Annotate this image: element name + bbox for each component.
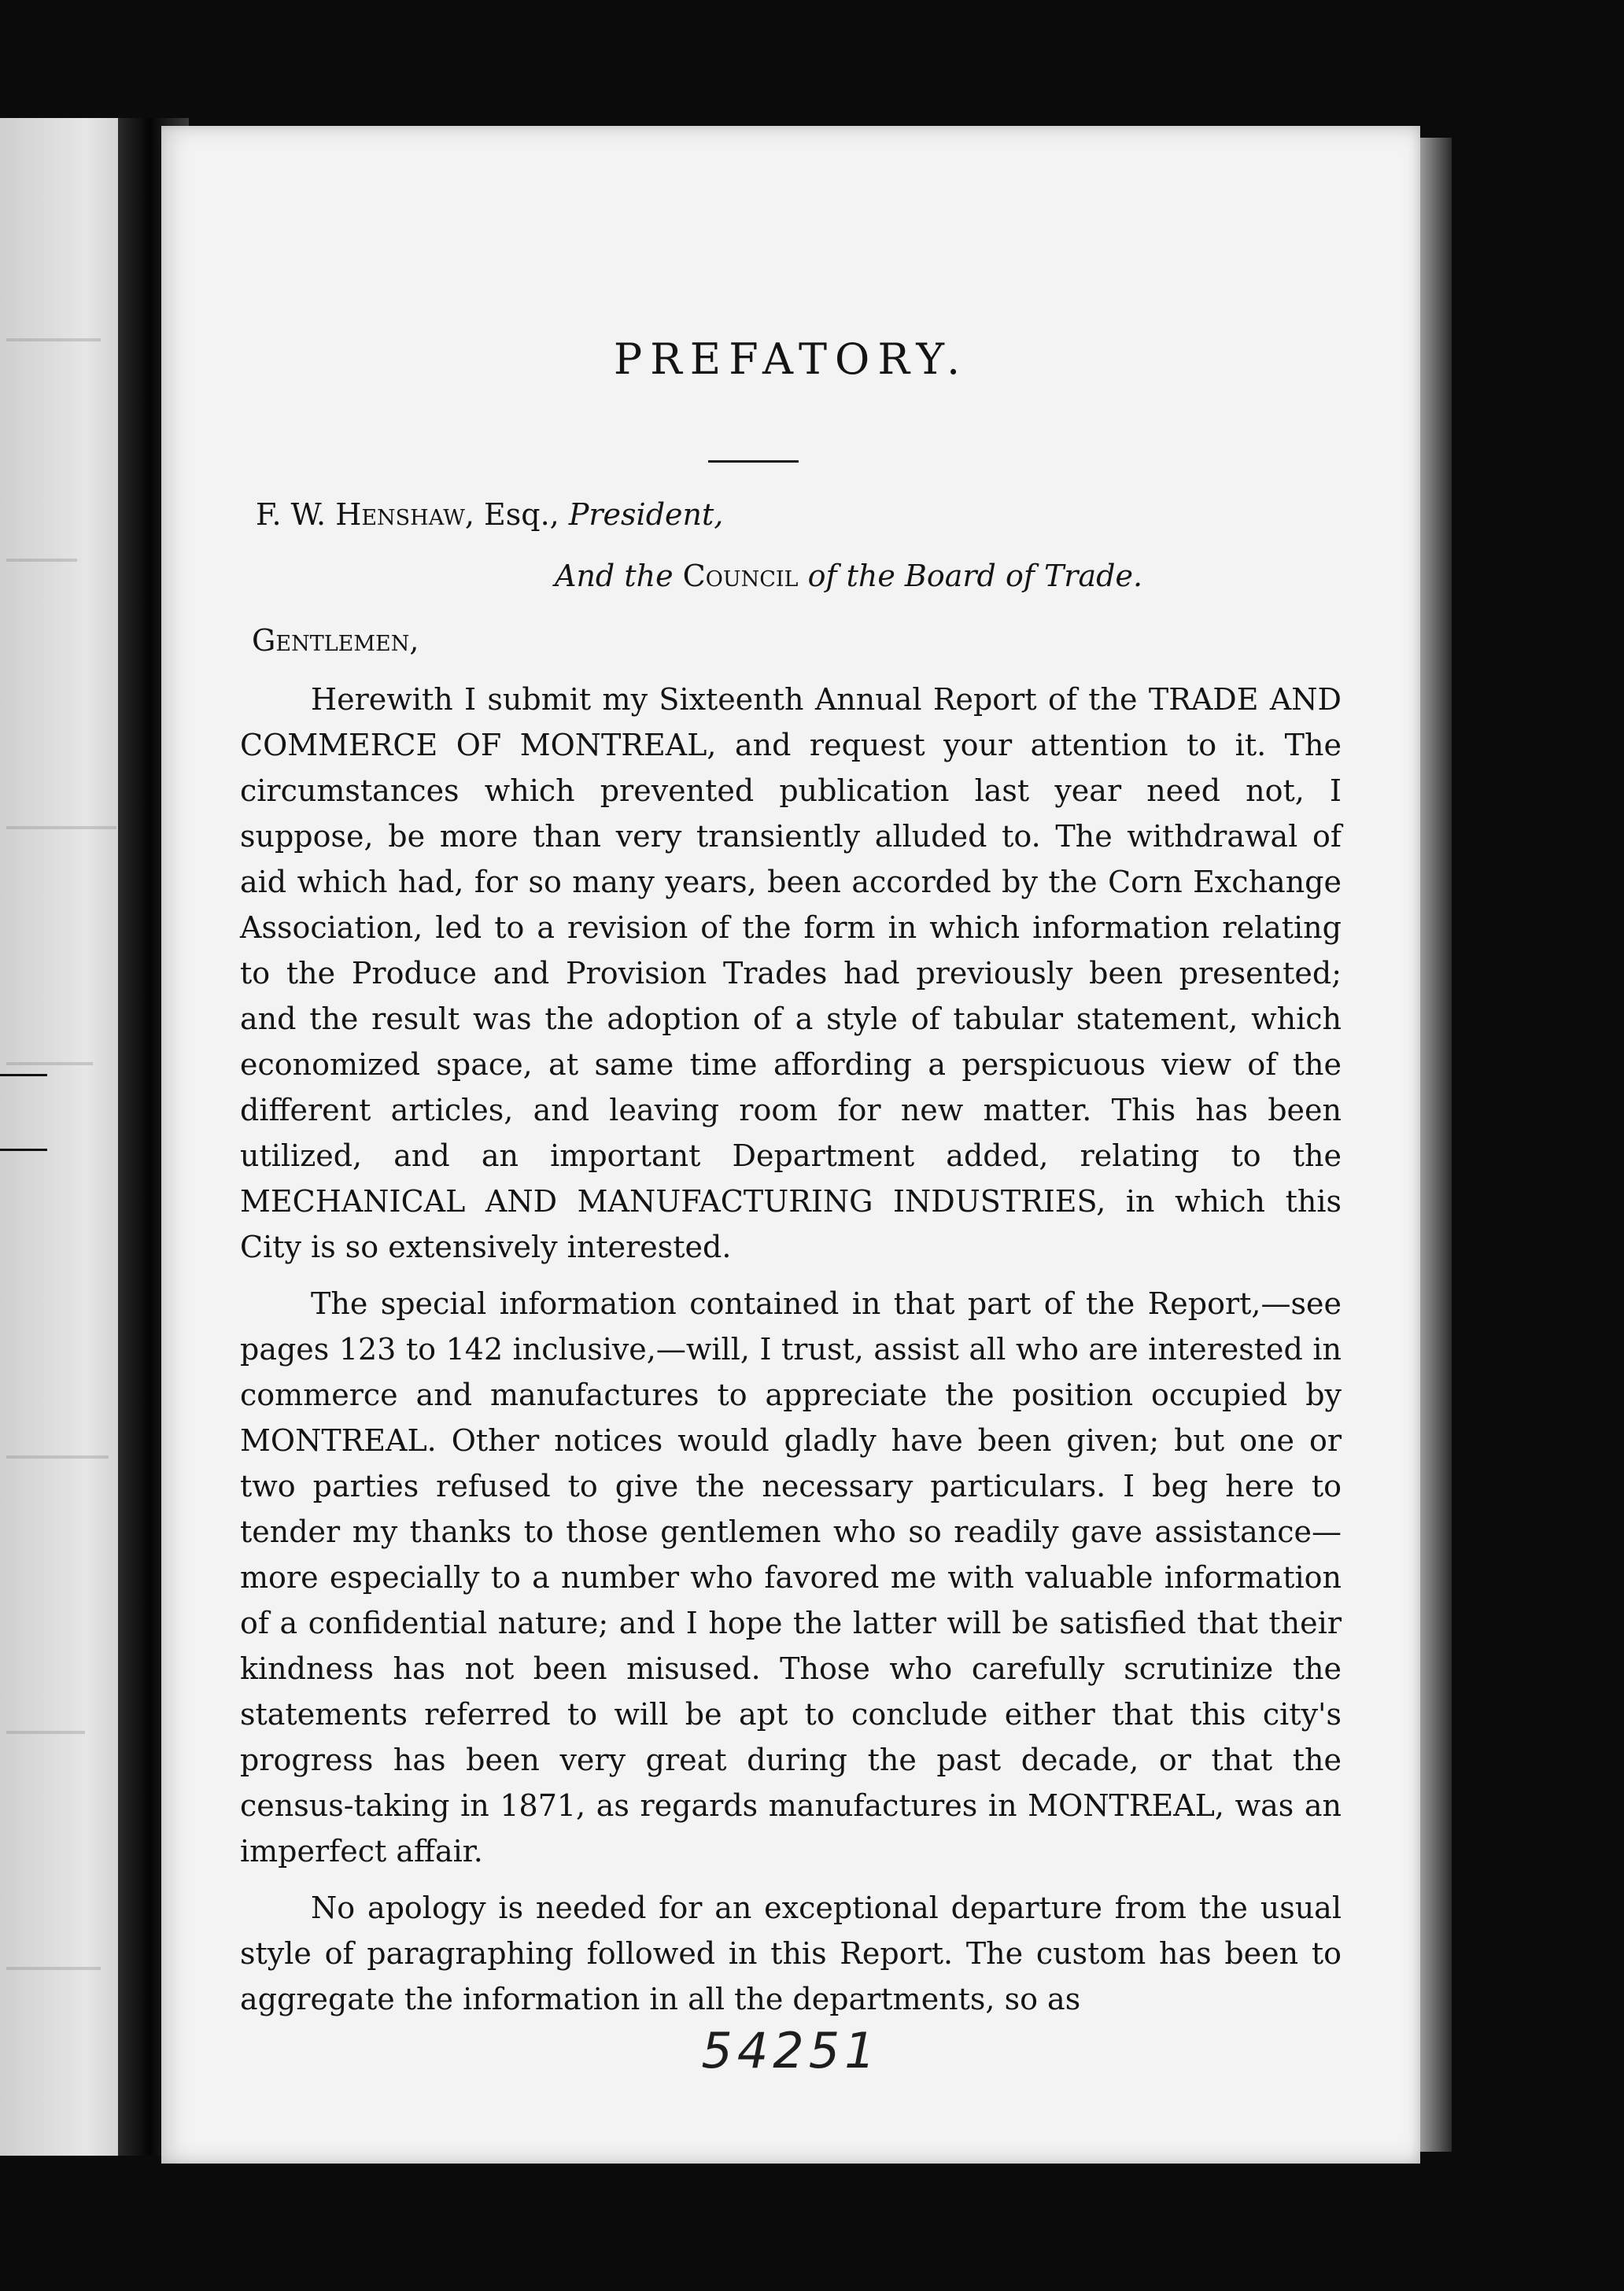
document-page [161,126,1420,2164]
address-council: Council [682,559,799,593]
address-line-president [256,496,723,533]
addressee-role: President, [568,497,724,532]
handwritten-accession-number: 54251 [701,2022,880,2079]
paragraph: The special information contained in that part of the Report,—see pages 123 to 142 inclusive,—will, I trust, assist all who are interested in commerce and manufactures to appreciate the position occupied by MONTREAL. Other notices would gladly have been given; but one or two parties refused to give the necessary particulars. I beg here to tender my thanks to those gentlemen who so readily gave assistance—more especially to a number who favored me with valuable information of a confidential nature; and I hope the latter will be satisfied that their kindness has not been misused. Those who carefully scrutinize the statements referred to will be apt to conclude either that this city's progress has been very great during the past decade, or that the census-taking in 1871, as regards manufactures in MONTREAL, was an imperfect affair. [240,1286,1342,1869]
address-and-the: And the [555,559,683,593]
facing-page-rule [0,1074,47,1076]
paragraph: Herewith I submit my Sixteenth Annual Report of the TRADE AND COMMERCE OF MONTREAL, and request your attention to it. The circumstances which prevented publication last year need not, I suppose, be more than very transiently alluded to. The withdrawal of aid which had, for so many years, been accorded by the Corn Exchange Association, led to a revision of the form in which information relating to the Produce and Provision Trades had previously been presented; and the result was the adoption of a style of tabular statement, which economized space, at same time affording a perspicuous view of the different articles, and leaving room for new matter. This has been utilized, and an important Department added, relating to the MECHANICAL AND MANUFACTURING INDUSTRIES, in which this City is so extensively interested. [240,682,1342,1264]
salutation: Gentlemen, [252,623,419,658]
faint-text-line [6,1455,109,1459]
faint-text-line [6,826,116,829]
faint-text-line [6,1731,85,1734]
address-line-council [555,557,1142,595]
page-title: PREFATORY. [613,334,969,384]
faint-text-line [6,1062,93,1065]
paragraph: No apology is needed for an exceptional departure from the usual style of paragraphing followed in this Report. The custom has been to aggregate the information in all the departments, so as [240,1891,1342,2016]
title-rule [708,460,799,463]
page-edge-shadow [1420,138,1452,2152]
addressee-esq: , Esq., [464,497,569,532]
faint-text-line [6,1967,101,1970]
addressee-initials: F. W. [256,497,336,532]
facing-page-rule [0,1149,47,1151]
faint-text-line [6,559,77,562]
addressee-name: Henshaw [335,497,465,532]
faint-text-line [6,338,101,341]
body-text [240,677,1342,2033]
address-board-of-trade: of the Board of Trade. [798,559,1143,593]
